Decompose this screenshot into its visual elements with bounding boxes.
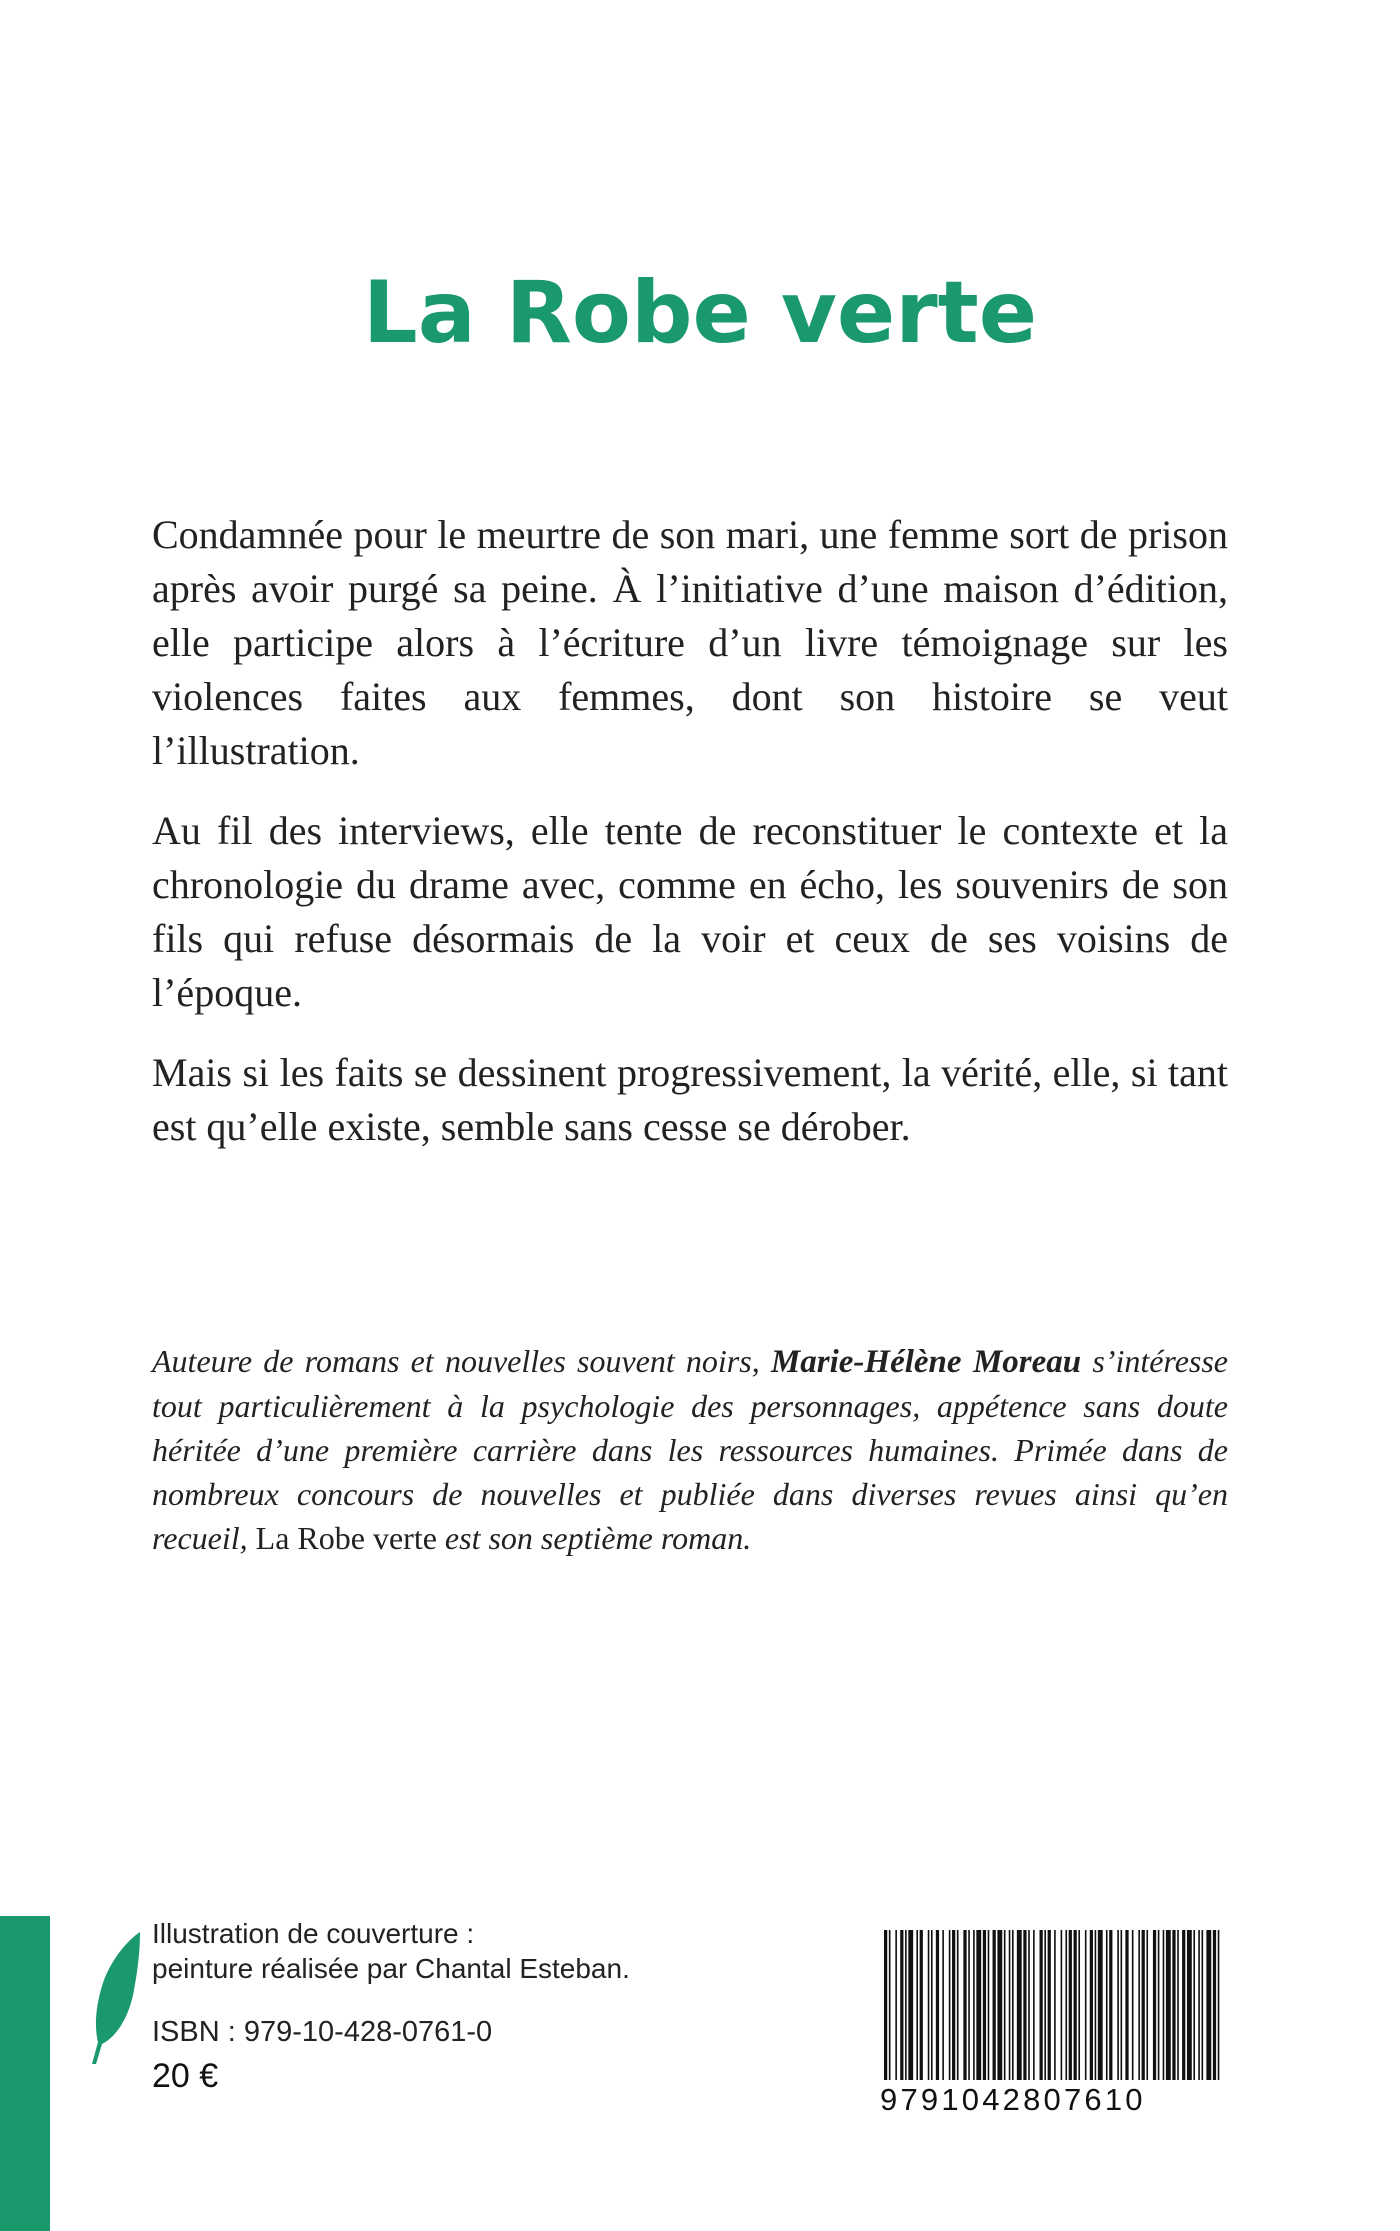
price: 20 € xyxy=(152,2057,219,2095)
barcode-bar xyxy=(1117,1930,1119,2080)
barcode-bar xyxy=(952,1930,955,2080)
barcode-bar xyxy=(1095,1930,1097,2080)
synopsis-paragraph: Condamnée pour le meurtre de son mari, une femme sort de prison après avoir purgé sa peine. À l’initiative d’une maison d’édition, elle participe alors à l’écriture d’un livre témoignage sur les violences faites aux femmes, dont son histoire se veut l’illustration. xyxy=(152,512,1228,773)
barcode-bar xyxy=(931,1930,933,2080)
barcode-bar xyxy=(1090,1930,1093,2080)
barcode-bar xyxy=(1193,1930,1195,2080)
barcode-bar xyxy=(1004,1930,1006,2080)
book-title-inline: La Robe verte xyxy=(255,1520,437,1556)
barcode-bar xyxy=(1069,1930,1072,2080)
barcode-bar xyxy=(1182,1930,1185,2080)
barcode-bar xyxy=(900,1930,903,2080)
barcode-bar xyxy=(983,1930,986,2080)
barcode-bar xyxy=(997,1930,1002,2080)
bio-text: Auteure de romans et nouvelles souvent noirs, xyxy=(152,1343,771,1379)
barcode-bar xyxy=(942,1930,944,2080)
barcode-bar xyxy=(1121,1930,1123,2080)
barcode-bar xyxy=(1163,1930,1165,2080)
barcode-bar xyxy=(889,1930,891,2080)
barcode-bar xyxy=(1048,1930,1051,2080)
barcode-bar xyxy=(968,1930,970,2080)
barcode-bar xyxy=(920,1930,923,2080)
accent-bar xyxy=(0,1916,50,2231)
barcode-bar xyxy=(1146,1930,1148,2080)
barcode-bar xyxy=(1098,1930,1103,2080)
barcode-bar xyxy=(1023,1930,1026,2080)
barcode-bar xyxy=(1142,1930,1145,2080)
author-bio xyxy=(152,1339,1228,1560)
cover-credits xyxy=(152,1916,712,1986)
barcode-bar xyxy=(1198,1930,1200,2080)
barcode-digits: 9791042807610 xyxy=(880,2082,1146,2117)
barcode-bar xyxy=(1044,1930,1046,2080)
barcode-bar xyxy=(936,1930,939,2080)
credit-line: peinture réalisée par Chantal Esteban. xyxy=(152,1953,630,1984)
synopsis xyxy=(152,508,1228,1180)
barcode-bar xyxy=(1125,1930,1128,2080)
author-name: Marie-Hélène Moreau xyxy=(770,1344,1082,1380)
barcode-bar xyxy=(963,1930,966,2080)
barcode-bar xyxy=(973,1930,975,2080)
synopsis-paragraph: Mais si les faits se dessinent progressivement, la vérité, elle, si tant est qu’elle existe, semble sans cesse se dérober. xyxy=(152,1050,1228,1149)
barcode-bar xyxy=(1213,1930,1216,2080)
barcode-bar xyxy=(1054,1930,1056,2080)
isbn: ISBN : 979-10-428-0761-0 xyxy=(152,2016,493,2048)
barcode-bar xyxy=(1074,1930,1077,2080)
credit-line: Illustration de couverture : xyxy=(152,1918,475,1949)
barcode-bar xyxy=(1085,1930,1087,2080)
barcode-bar xyxy=(1202,1930,1204,2080)
barcode-bar xyxy=(976,1930,981,2080)
barcode-bar xyxy=(1218,1930,1220,2080)
barcode-bar xyxy=(1012,1930,1014,2080)
barcode-bar xyxy=(1009,1930,1011,2080)
bio-text: s’intéresse tout particulièrement à la psychologie des personnages, appétence sans doute héritée d’une première carrière dans les ressources humaines. Primée dans de nombreux concours de nouvelles et publiée dans diverses revues ainsi qu’en recueil, xyxy=(152,1343,1229,1556)
barcode-bar xyxy=(1061,1930,1063,2080)
barcode-bar xyxy=(1153,1930,1156,2080)
barcode-bar xyxy=(993,1930,996,2080)
bio-text: est son septième roman. xyxy=(436,1520,752,1556)
barcode-bar xyxy=(895,1930,897,2080)
barcode-bar xyxy=(1187,1930,1192,2080)
feather-icon xyxy=(88,1930,142,2066)
barcode-bar xyxy=(988,1930,990,2080)
barcode-bar xyxy=(884,1930,887,2080)
barcode-bar xyxy=(1065,1930,1067,2080)
barcode-bar xyxy=(1017,1930,1022,2080)
barcode-bar xyxy=(1138,1930,1140,2080)
barcode-bar xyxy=(1033,1930,1035,2080)
barcode-bar xyxy=(1106,1930,1108,2080)
barcode-bar xyxy=(1206,1930,1211,2080)
barcode xyxy=(880,1930,1225,2090)
barcode-bar xyxy=(1177,1930,1179,2080)
barcode-bar xyxy=(1040,1930,1043,2080)
barcode-bar xyxy=(1078,1930,1080,2080)
synopsis-paragraph: Au fil des interviews, elle tente de reconstituer le contexte et la chronologie du drame avec, comme en écho, les souvenirs de son fils qui refuse désormais de la voir et ceux de ses voisins de l’époque. xyxy=(152,808,1228,1015)
barcode-bar xyxy=(1028,1930,1030,2080)
book-title: La Robe verte xyxy=(362,262,1038,363)
barcode-bar xyxy=(916,1930,918,2080)
barcode-bar xyxy=(957,1930,959,2080)
barcode-bar xyxy=(1166,1930,1171,2080)
barcode-bar xyxy=(908,1930,913,2080)
barcode-bar xyxy=(928,1930,930,2080)
barcode-bar xyxy=(949,1930,951,2080)
barcode-bar xyxy=(1132,1930,1134,2080)
barcode-bar xyxy=(905,1930,907,2080)
barcode-bar xyxy=(1158,1930,1160,2080)
barcode-bar xyxy=(1172,1930,1175,2080)
barcode-bar xyxy=(1109,1930,1112,2080)
